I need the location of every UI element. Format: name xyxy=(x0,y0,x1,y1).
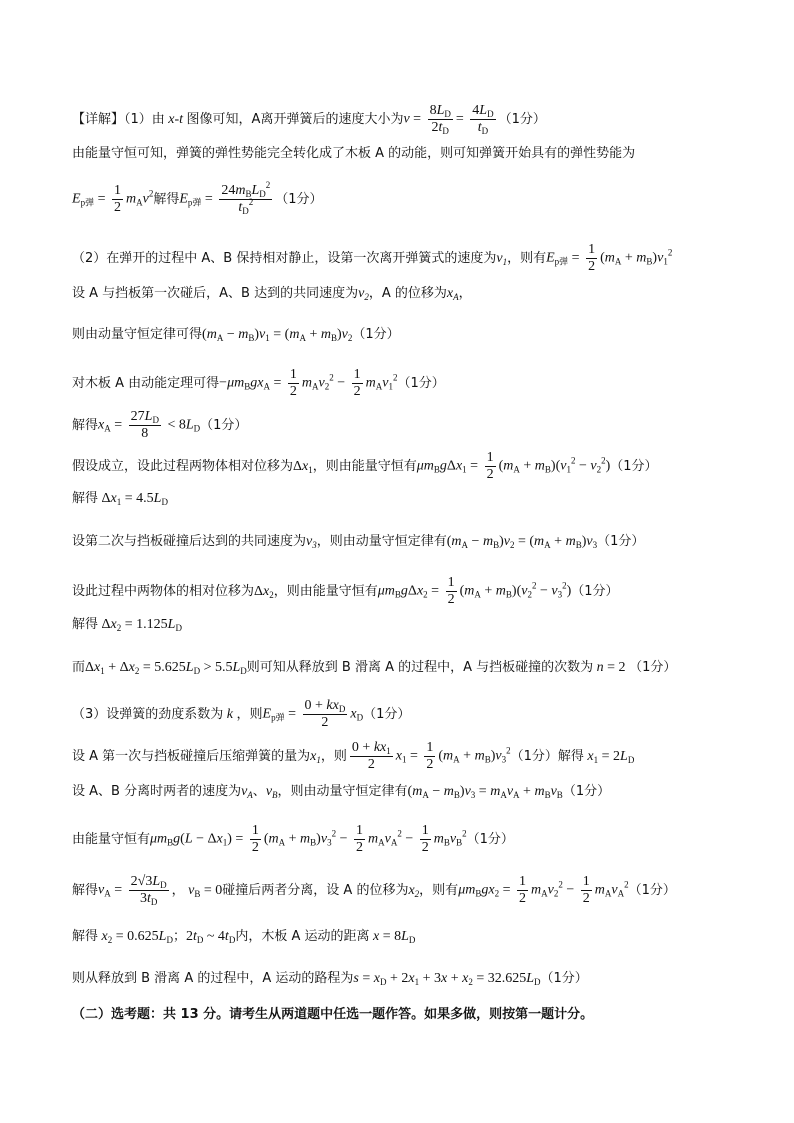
formula: $x_A$ xyxy=(446,286,459,302)
text: （1分） xyxy=(498,111,546,127)
formula: $v_B$ xyxy=(265,784,278,800)
formula-ep: $E_{p弹}$ = $\frac{1}{2}$ $m_Av^2$ xyxy=(72,183,154,215)
text: （1分） xyxy=(628,882,676,898)
formula-s: $s = x_D + 2x_1 + 3x + x_2 = 32.625L_D$ xyxy=(353,971,541,987)
line-20 xyxy=(72,928,754,946)
line-1 xyxy=(72,104,754,135)
line-19 xyxy=(72,875,754,906)
line-14 xyxy=(72,659,754,677)
formula-momentum-2: $(m_A - m_B)v_2 = (m_A + m_B)v_3$ xyxy=(446,534,598,550)
text: （1分） xyxy=(629,660,677,675)
formula-momentum: $(m_A - m_B)v_1 = (m_A + m_B)v_2$ xyxy=(202,327,353,343)
formula-n: n = 2 xyxy=(596,660,630,675)
text: 则可知从释放到 B 滑离 A 的过程中，A 与挡板碰撞的次数为 xyxy=(246,660,594,675)
text: 设第二次与挡板碰撞后达到的共同速度为 xyxy=(72,534,307,549)
formula: $x_1$ xyxy=(310,748,321,765)
text: （1分） xyxy=(200,417,248,433)
line-8 xyxy=(72,410,754,441)
formula-energy: $E_{p弹}$ = $\frac{1}{2}$ $(m_A + m_B)v_1^2$ xyxy=(546,242,673,274)
text: ，则由动量守恒定律有 xyxy=(277,784,408,799)
text: （2）在弹开的过程中 A、B 保持相对静止，设第一次离开弹簧式的速度为 xyxy=(72,250,497,266)
text: 【详解】（1）由 xyxy=(72,111,165,127)
text: （1分）解得 xyxy=(510,748,584,764)
line-12 xyxy=(72,576,754,607)
text: 设 A 第一次与挡板碰撞后压缩弹簧的量为 xyxy=(72,748,311,764)
text: 解得 xyxy=(72,929,99,944)
line-11 xyxy=(72,533,754,551)
text: 对木板 A 由动能定理可得 xyxy=(72,375,220,391)
text: 解得 xyxy=(72,491,99,506)
formula-velocity: v = $\frac{8L_D}{2t_D}$ = $\frac{4L_D}{t_D}$ xyxy=(403,103,494,136)
line-18 xyxy=(72,824,754,855)
line-15 xyxy=(72,699,754,730)
formula: $v_A$ xyxy=(241,784,253,800)
text: （1分） xyxy=(610,458,658,474)
text: （1分） xyxy=(562,784,611,799)
section-heading xyxy=(72,1006,754,1024)
text: ，则 xyxy=(236,706,263,722)
text: （1分） xyxy=(466,831,514,847)
text: （1分） xyxy=(540,971,588,986)
text: ； xyxy=(172,929,186,944)
formula-va: $v_A$ = $\frac{2√3L_D}{3t_D}$ xyxy=(98,874,167,907)
text: 则由动量守恒定律可得 xyxy=(72,327,203,342)
text: ，则有 xyxy=(419,882,459,898)
formula-ep-result: $E_{p弹}$ = $\frac{24m_BL_D^2}{t_D^2}$ xyxy=(179,180,271,216)
formula-work-energy: $-\mu m_Bgx_A$ = $\frac{1}{2}$ $m_Av_2^2$ − $\frac{1}{2}$ $m_Av_1^2$ xyxy=(219,367,398,399)
line-13 xyxy=(72,616,754,634)
text: 设 A、B 分离时两者的速度为 xyxy=(72,784,242,799)
formula: $x_2$ xyxy=(408,882,420,899)
formula-interval: $2t_D$ ~ $4t_D$ xyxy=(185,929,236,945)
formula: $v_1$ xyxy=(496,250,508,267)
line-2 xyxy=(72,145,754,163)
text: 图像可知，A离开弹簧后的速度大小为 xyxy=(186,111,404,127)
line-17 xyxy=(72,783,754,801)
formula-x: $x = 8L_D$ xyxy=(372,929,416,945)
formula-dx1: $\Delta x_1 = 4.5L_D$ xyxy=(98,491,168,507)
text: 由能量守恒可知，弹簧的弹性势能完全转化成了木板 A 的动能，则可知弹簧开始具有的弹性势能为 xyxy=(72,146,636,161)
text: 则从释放到 B 滑离 A 的过程中，A 运动的路程为 xyxy=(72,971,354,986)
line-21 xyxy=(72,970,754,988)
text: （1分） xyxy=(363,706,411,722)
formula: k xyxy=(223,706,237,722)
text: ，则有 xyxy=(507,250,547,266)
line-16 xyxy=(72,741,754,772)
line-4 xyxy=(72,243,754,274)
text: ， xyxy=(458,286,472,301)
formula-energy-5: $\mu m_Bgx_2$ = $\frac{1}{2}$ $m_Av_2^2$ − $\frac{1}{2}$ $m_Av_A^2$ xyxy=(458,874,629,906)
formula: $\Delta x_1$ xyxy=(293,458,313,475)
formula-energy-4: $\mu m_Bg(L - \Delta x_1)$ = $\frac{1}{2}$ $(m_A + m_B)v_3^2$ − $\frac{1}{2}$ $m_Av_A^2$ − $\frac{1}{2}$ $m_Bv_B^2$ xyxy=(150,823,467,855)
text: 假设成立，设此过程两物体相对位移为 xyxy=(72,458,294,474)
text: ，则由能量守恒有 xyxy=(273,583,378,599)
formula-momentum-3: $(m_A - m_B)v_3 = m_Av_A + m_Bv_B$ xyxy=(407,784,563,800)
formula: x-t xyxy=(164,111,187,127)
line-6 xyxy=(72,326,754,344)
formula: $v_2$ xyxy=(358,286,369,302)
text: ，则由能量守恒有 xyxy=(312,458,417,474)
text: （1分） xyxy=(275,191,323,207)
text: 、 xyxy=(252,784,266,799)
text: 解得 xyxy=(72,417,99,433)
line-3 xyxy=(72,180,754,216)
text: 设此过程中两物体的相对位移为 xyxy=(72,583,255,599)
line-10 xyxy=(72,490,754,508)
formula-sum: $\Delta x_1 + \Delta x_2 = 5.625L_D > 5.5L_D$ xyxy=(85,660,247,676)
line-9 xyxy=(72,451,754,482)
formula: $\Delta x_2$ xyxy=(254,583,274,600)
formula-spring: $E_{p弹}$ = $\frac{0 + kx_D}{2}$ $x_D$ xyxy=(262,698,364,730)
text: 碰撞后两者分离，设 A 的位移为 xyxy=(222,882,409,898)
text: ，A 的位移为 xyxy=(368,286,447,301)
text: 解得 xyxy=(153,191,180,207)
text: （二）选考题：共 13 分。请考生从两道题中任选一题作答。如果多做，则按第一题计分。 xyxy=(72,1007,594,1022)
text: （1分） xyxy=(397,375,445,391)
formula-xa: $x_A$ = $\frac{27L_D}{8}$ < $8L_D$ xyxy=(98,409,201,441)
formula-dx2: $\Delta x_2 = 1.125L_D$ xyxy=(98,617,182,633)
text: ，则 xyxy=(320,748,347,764)
text: （1分） xyxy=(571,583,619,599)
text: ， xyxy=(171,882,185,898)
text: （3）设弹簧的劲度系数为 xyxy=(72,706,224,722)
formula-x2: $x_2 = 0.625L_D$ xyxy=(101,929,173,945)
formula-x1: $x_1 = 2L_D$ xyxy=(587,748,635,765)
formula-energy-3: $\mu m_Bg\Delta x_2$ = $\frac{1}{2}$ $(m_A + m_B)(v_2^2 - v_3^2)$ xyxy=(377,575,572,607)
text: 而 xyxy=(72,660,86,675)
formula-vb: $v_B = 0$ xyxy=(188,882,223,899)
text: 由能量守恒有 xyxy=(72,831,151,847)
text: 解得 xyxy=(72,882,99,898)
line-5 xyxy=(72,285,754,303)
formula: $v_3$ xyxy=(306,534,317,550)
text: （1分） xyxy=(352,327,400,342)
text: 内，木板 A 运动的距离 xyxy=(235,929,370,944)
text: ，则由动量守恒定律有 xyxy=(316,534,447,549)
text: （1分） xyxy=(597,534,645,549)
line-7 xyxy=(72,368,754,399)
formula-energy-2: $\mu m_Bg\Delta x_1$ = $\frac{1}{2}$ $(m_A + m_B)(v_1^2 - v_2^2)$ xyxy=(416,450,611,482)
formula-spring-2: $\frac{0 + kx_1}{2}$ $x_1$ = $\frac{1}{2}$ $(m_A + m_B)v_3^2$ xyxy=(351,740,511,772)
text: 设 A 与挡板第一次碰后，A、B 达到的共同速度为 xyxy=(72,286,359,301)
text: 解得 xyxy=(72,617,99,632)
